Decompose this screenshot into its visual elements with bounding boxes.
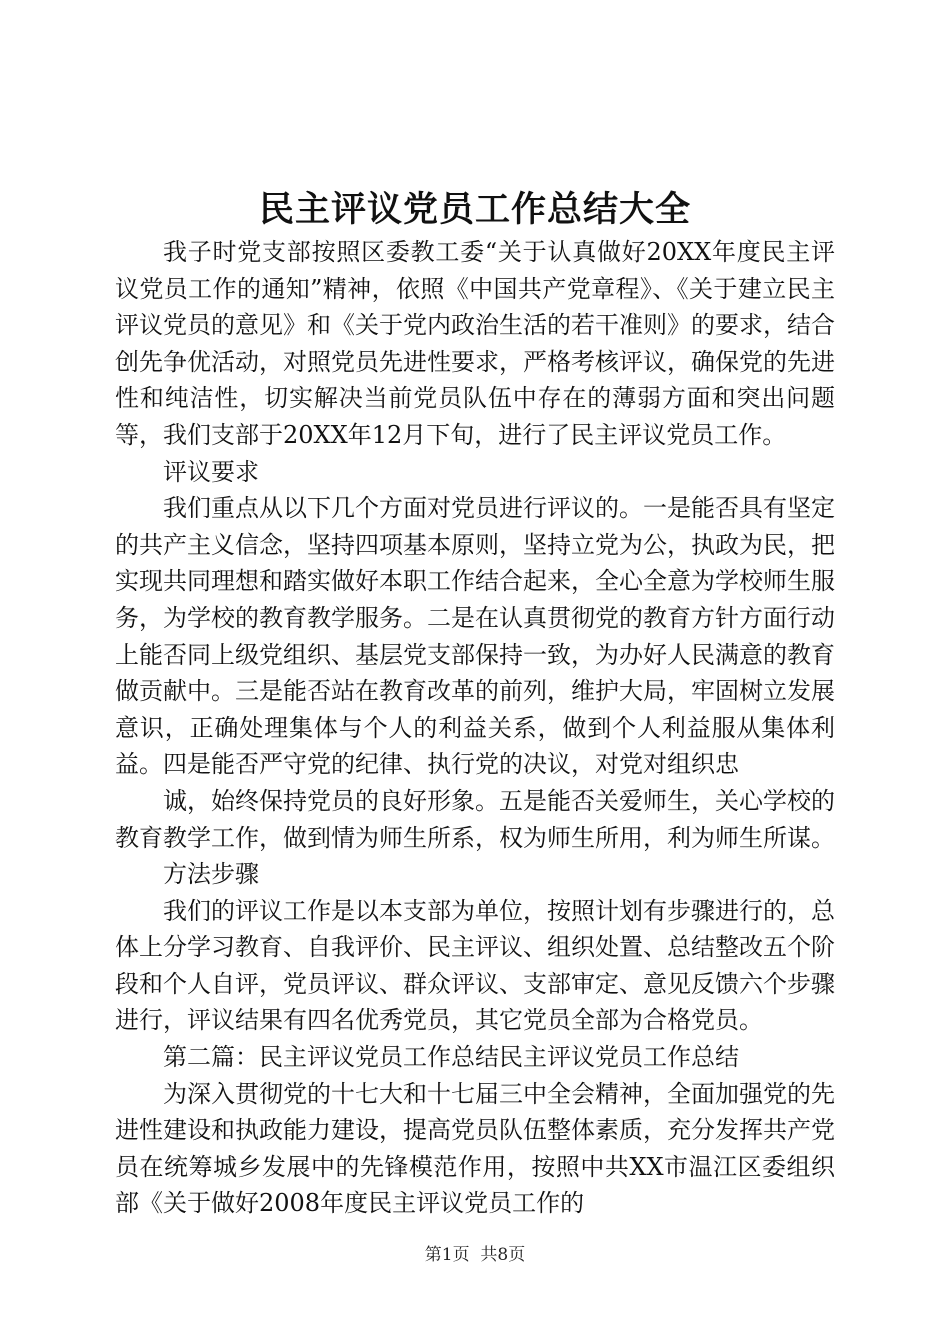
method-paragraph: 我们的评议工作是以本支部为单位，按照计划有步骤进行的，总体上分学习教育、自我评价、民主评议、组织处置、总结整改五个阶段和个人自评，党员评议、群众评议、支部审定、意见反馈六个步骤进行，评议结果有四名优秀党员，其它党员全部为合格党员。: [115, 896, 835, 1035]
section-heading-requirements: 评议要求: [163, 457, 259, 486]
second-article-heading: 第二篇：民主评议党员工作总结民主评议党员工作总结: [163, 1043, 739, 1072]
intro-paragraph: 我子时党支部按照区委教工委“关于认真做好20XX年度民主评议党员工作的通知”精神，依照《中国共产党章程》、《关于建立民主评议党员的意见》和《关于党内政治生活的若干准则》的要求，结合创先争优活动，对照党员先进性要求，严格考核评议，确保党的先进性和纯洁性，切实解决当前党员队伍中存在的薄弱方面和突出问题等，我们支部于20XX年12月下旬，进行了民主评议党员工作。: [115, 238, 835, 449]
second-article-paragraph: 为深入贯彻党的十七大和十七届三中全会精神，全面加强党的先进性建设和执政能力建设，提高党员队伍整体素质，充分发挥共产党员在统筹城乡发展中的先锋模范作用，按照中共XX市温江区委组织部《关于做好2008年度民主评议党员工作的: [115, 1079, 835, 1218]
document-body: [115, 234, 835, 1222]
document-title: 民主评议党员工作总结大全: [258, 189, 691, 230]
requirements-paragraph: 我们重点从以下几个方面对党员进行评议的。一是能否具有坚定的共产主义信念，坚持四项基本原则，坚持立党为公，执政为民，把实现共同理想和踏实做好本职工作结合起来，全心全意为学校师生服务，为学校的教育教学服务。二是在认真贯彻党的教育方针方面行动上能否同上级党组织、基层党支部保持一致，为办好人民满意的教育做贡献中。三是能否站在教育改革的前列，维护大局，牢固树立发展意识，正确处理集体与个人的利益关系，做到个人利益服从集体利益。四是能否严守党的纪律、执行党的决议，对党对组织忠: [115, 494, 835, 779]
page-footer: [0, 1243, 950, 1267]
section-heading-method: 方法步骤: [163, 860, 259, 889]
page-number-label: 第1页 共8页: [424, 1245, 526, 1265]
requirements-continued-paragraph: 诚，始终保持党员的良好形象。五是能否关爱师生，关心学校的教育教学工作，做到情为师生所系，权为师生所用，利为师生所谋。: [115, 786, 835, 852]
